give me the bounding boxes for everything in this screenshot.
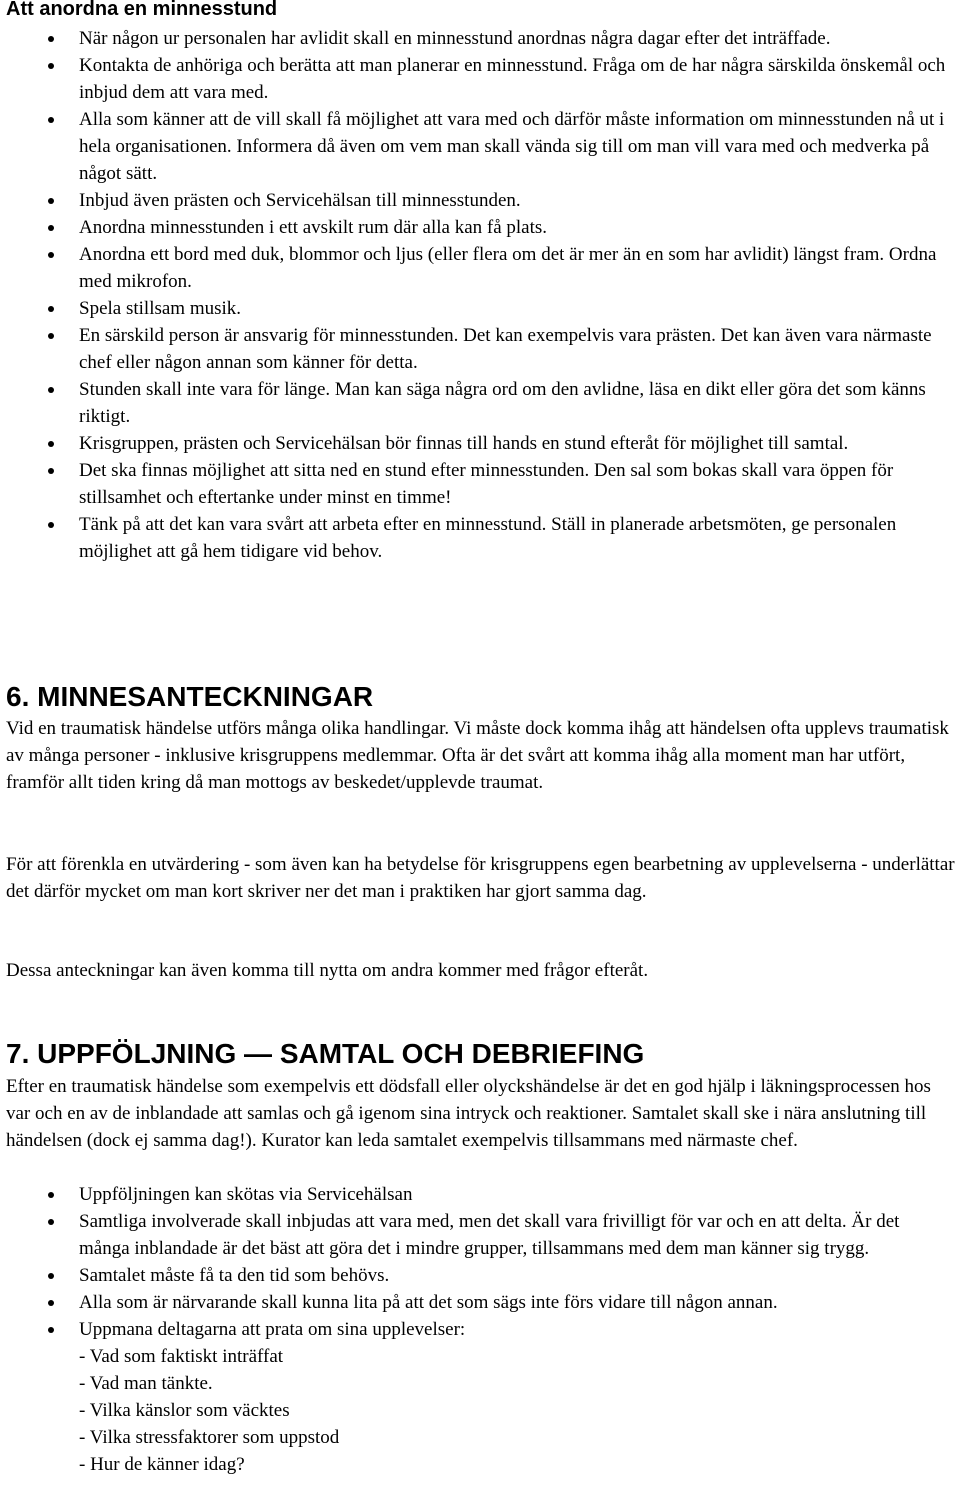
list-item-text: Tänk på att det kan vara svårt att arbeta efter en minnesstund. Ställ in planerade arbetsmöten, ge personalen möjlighet att gå hem tidigare vid behov. [79, 514, 897, 562]
bullet-icon [48, 36, 54, 42]
memorial-section-heading: Att anordna en minnesstund [6, 0, 278, 20]
list-item [6, 187, 956, 214]
list-item [6, 1181, 956, 1208]
sub-list-item: - Hur de känner idag? [79, 1454, 245, 1475]
list-item [6, 25, 956, 52]
list-item [6, 376, 956, 430]
bullet-icon [48, 1273, 54, 1279]
section-6-title: 6. MINNESANTECKNINGAR [6, 681, 374, 712]
section-7-title: 7. UPPFÖLJNING — SAMTAL OCH DEBRIEFING [6, 1038, 645, 1069]
bullet-icon [48, 1327, 54, 1333]
list-item-text: Uppmana deltagarna att prata om sina upplevelser: [79, 1319, 466, 1340]
bullet-icon [48, 225, 54, 231]
list-item-text: Samtalet måste få ta den tid som behövs. [79, 1265, 390, 1286]
list-item-text: Anordna minnesstunden i ett avskilt rum där alla kan få plats. [79, 217, 548, 238]
list-item-text: Alla som känner att de vill skall få möjlighet att vara med och därför måste information om minnesstunden nå ut i hela organisationen. Informera då även om vem man skall vända sig till om man vill vara med och medverka på något sätt. [79, 109, 945, 184]
section-6-paragraph: Dessa anteckningar kan även komma till nytta om andra kommer med frågor efteråt. [6, 960, 649, 981]
list-item-text: När någon ur personalen har avlidit skall en minnesstund anordnas några dagar efter det inträffade. [79, 28, 831, 49]
list-item-text: Alla som är närvarande skall kunna lita på att det som sägs inte förs vidare till någon annan. [79, 1292, 778, 1313]
bullet-icon [48, 198, 54, 204]
sub-list-item: - Vad man tänkte. [79, 1373, 213, 1394]
list-item [6, 295, 956, 322]
list-item [6, 1316, 956, 1478]
sub-list-item: - Vilka känslor som väcktes [79, 1400, 290, 1421]
list-item [6, 511, 956, 565]
section-7-intro: Efter en traumatisk händelse som exempelvis ett dödsfall eller olyckshändelse är det en god hjälp i läkningsprocessen hos var och en av de inblandade att samlas och gå igenom sina intryck och reaktioner. Samtalet skall ske i nära anslutning till händelsen (dock ej samma dag!). Kurator kan leda samtalet exempelvis tillsammans med närmaste chef. [6, 1076, 931, 1151]
list-item [6, 1208, 956, 1262]
bullet-icon [48, 63, 54, 69]
list-item [6, 214, 956, 241]
bullet-icon [48, 117, 54, 123]
list-item-text: Stunden skall inte vara för länge. Man kan säga några ord om den avlidne, läsa en dikt eller göra det som känns riktigt. [79, 379, 926, 427]
followup-bullet-list [6, 1181, 956, 1478]
list-item-text: Det ska finnas möjlighet att sitta ned en stund efter minnesstunden. Den sal som bokas skall vara öppen för stillsamhet och eftertanke under minst en timme! [79, 460, 894, 508]
section-6-paragraph: För att förenkla en utvärdering - som även kan ha betydelse för krisgruppens egen bearbetning av upplevelserna - underlättar det därför mycket om man kort skriver ner det man i praktiken har gjort samma dag. [6, 854, 955, 902]
list-item [6, 322, 956, 376]
bullet-icon [48, 1219, 54, 1225]
list-item-text: En särskild person är ansvarig för minnesstunden. Det kan exempelvis vara prästen. Det kan även vara närmaste chef eller någon annan som känner för detta. [79, 325, 932, 373]
list-item-text: Spela stillsam musik. [79, 298, 242, 319]
section-6-paragraph: Vid en traumatisk händelse utförs många olika handlingar. Vi måste dock komma ihåg att händelsen ofta upplevs traumatisk av många personer - inklusive krisgruppens medlemmar. Ofta är det svårt att komma ihåg alla moment man har utfört, framför allt tiden kring då man mottogs av beskedet/upplevde traumat. [6, 718, 949, 793]
bullet-icon [48, 252, 54, 258]
list-item-text: Anordna ett bord med duk, blommor och ljus (eller flera om det är mer än en som har avlidit) längst fram. Ordna med mikrofon. [79, 244, 937, 292]
list-item [6, 106, 956, 187]
bullet-icon [48, 1300, 54, 1306]
bullet-icon [48, 333, 54, 339]
sub-list-item: - Vad som faktiskt inträffat [79, 1346, 284, 1367]
bullet-icon [48, 441, 54, 447]
bullet-icon [48, 387, 54, 393]
list-item [6, 430, 956, 457]
list-item [6, 241, 956, 295]
memorial-bullet-list [6, 25, 956, 565]
list-item-text: Krisgruppen, prästen och Servicehälsan bör finnas till hands en stund efteråt för möjlighet till samtal. [79, 433, 849, 454]
list-item [6, 1289, 956, 1316]
sub-list-item: - Vilka stressfaktorer som uppstod [79, 1427, 340, 1448]
list-item-text: Samtliga involverade skall inbjudas att vara med, men det skall vara frivilligt för var och en att delta. Är det många inblandade är det bäst att göra det i mindre grupper, tillsammans med dem man känner sig trygg. [79, 1211, 900, 1259]
list-item [6, 52, 956, 106]
list-item-text: Inbjud även prästen och Servicehälsan till minnesstunden. [79, 190, 521, 211]
list-item-text: Uppföljningen kan skötas via Servicehälsan [79, 1184, 413, 1205]
bullet-icon [48, 468, 54, 474]
list-item-text: Kontakta de anhöriga och berätta att man planerar en minnesstund. Fråga om de har några särskilda önskemål och inbjud dem att vara med. [79, 55, 946, 103]
experience-sub-list [79, 1343, 952, 1478]
list-item [6, 457, 956, 511]
list-item [6, 1262, 956, 1289]
bullet-icon [48, 522, 54, 528]
bullet-icon [48, 1192, 54, 1198]
bullet-icon [48, 306, 54, 312]
